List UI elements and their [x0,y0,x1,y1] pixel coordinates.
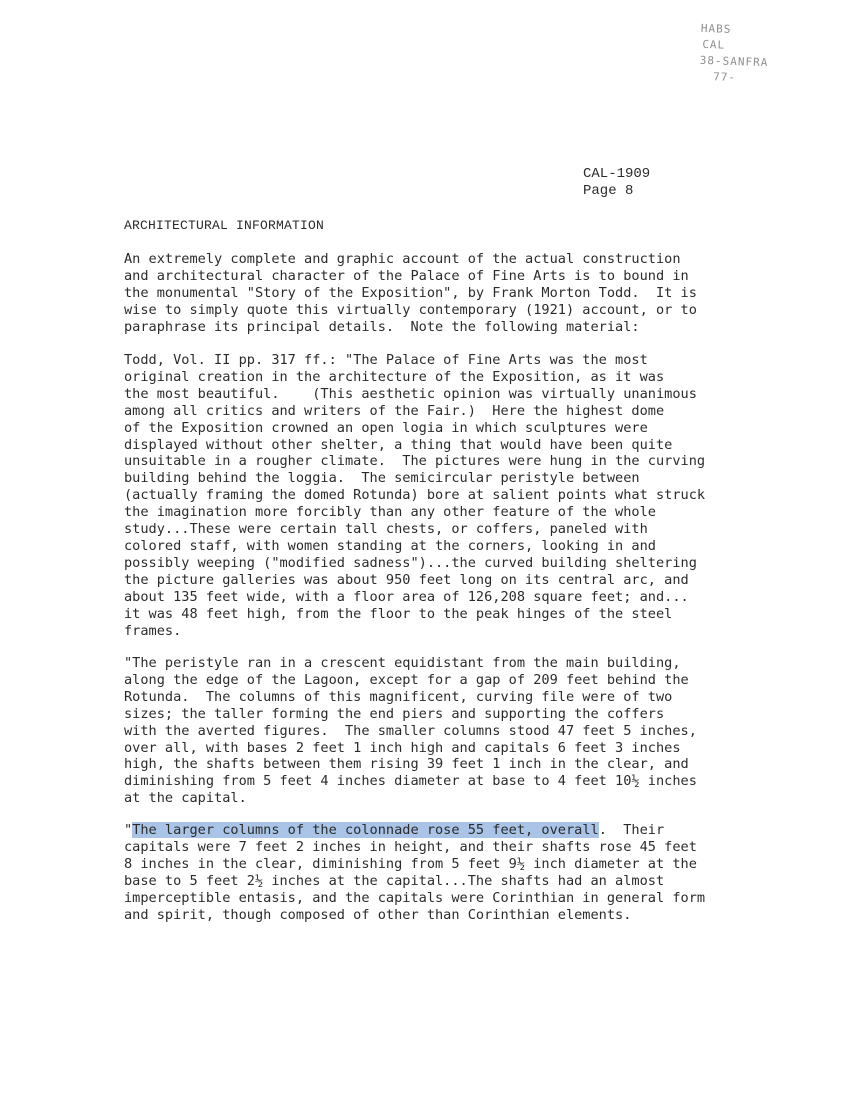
page-header [583,166,650,200]
text-line: unsuitable in a rougher climate. The pictures were hung in the curving [124,453,706,470]
text-line: and architectural character of the Palace of Fine Arts is to bound in [124,267,689,284]
paragraph-todd-quote [124,352,724,639]
text-line: the most beautiful. (This aesthetic opinion was virtually unanimous [124,385,697,402]
text-line: An extremely complete and graphic account of the actual construction [124,251,681,267]
text-line: the picture galleries was about 950 feet long on its central arc, and [124,571,689,588]
text-line: of the Exposition crowned an open logia in which sculptures were [124,419,648,436]
text-line: the monumental "Story of the Exposition", by Frank Morton Todd. It is [124,284,697,301]
habs-stamp [699,21,770,87]
text-line: original creation in the architecture of the Exposition, as it was [124,368,665,385]
highlighted-selection[interactable]: The larger columns of the colonnade rose 55 feet, overall [132,822,599,838]
document-id: CAL-1909 [583,166,651,182]
text-line: among all critics and writers of the Fair.) Here the highest dome [124,402,665,419]
text-line: high, the shafts between them rising 39 feet 1 inch in the clear, and [124,756,689,773]
text-line: 8 inches in the clear, diminishing from 5 feet 9½ inch diameter at the [124,855,697,872]
text-line: along the edge of the Lagoon, except for a gap of 209 feet behind the [124,671,689,688]
text-line: study...These were certain tall chests, or coffers, paneled with [124,521,648,538]
text-line: Rotunda. The columns of this magnificent, curving file were of two [124,688,673,705]
text-line: colored staff, with women standing at the corners, looking in and [124,537,656,554]
text-line: capitals were 7 feet 2 inches in height, and their shafts rose 45 feet [124,838,697,855]
paragraph-peristyle [124,655,724,807]
page-number: Page 8 [583,183,634,199]
text-line: imperceptible entasis, and the capitals were Corinthian in general form [124,889,706,906]
section-heading: ARCHITECTURAL INFORMATION [124,218,325,233]
paragraph-larger-columns [124,822,724,923]
text-line: it was 48 feet high, from the floor to the peak hinges of the steel [124,605,673,622]
text-line: building behind the loggia. The semicircular peristyle between [124,470,640,487]
text-line: sizes; the taller forming the end piers and supporting the coffers [124,705,665,722]
text-line: over all, with bases 2 feet 1 inch high and capitals 6 feet 3 inches [124,739,681,756]
text-line: Todd, Vol. II pp. 317 ff.: "The Palace of Fine Arts was the most [124,352,648,368]
text-line: with the averted figures. The smaller columns stood 47 feet 5 inches, [124,722,697,739]
text-line: the imagination more forcibly than any other feature of the whole [124,504,656,521]
text-line: "The peristyle ran in a crescent equidistant from the main building, [124,655,681,671]
open-quote: " [124,822,133,838]
text-line: paraphrase its principal details. Note the following material: [124,318,640,335]
stamp-line: HABS [700,21,732,36]
text-line: displayed without other shelter, a thing that would have been quite [124,436,673,453]
text-line: diminishing from 5 feet 4 inches diameter at base to 4 feet 10½ inches [124,773,697,790]
text-line: (actually framing the domed Rotunda) bore at salient points what struck [124,487,706,504]
stamp-line: 77- [712,70,737,85]
stamp-line: 38-SANFRA [699,53,769,70]
paragraph-intro [124,251,724,336]
text-line: about 135 feet wide, with a floor area of 126,208 square feet; and... [124,588,689,605]
text-fragment: . Their [598,822,665,838]
text-line: base to 5 feet 2½ inches at the capital...The shafts had an almost [124,872,665,889]
text-line: possibly weeping ("modified sadness")...the curved building sheltering [124,554,697,571]
text-line: wise to simply quote this virtually contemporary (1921) account, or to [124,301,697,318]
text-line: at the capital. [124,790,247,807]
text-line: and spirit, though composed of other than Corinthian elements. [124,906,632,923]
text-line: frames. [124,622,182,639]
stamp-line: CAL [702,37,726,52]
